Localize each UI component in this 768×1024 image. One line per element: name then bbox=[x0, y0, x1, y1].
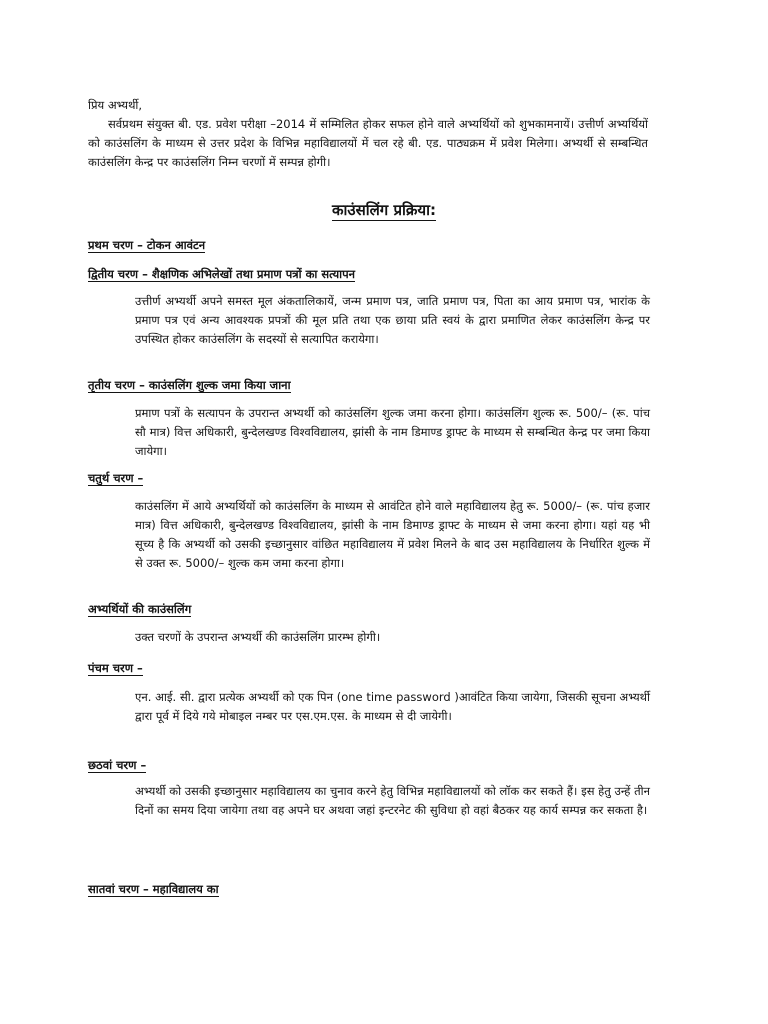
section-heading-8: सातवां चरण – महाविद्यालय का bbox=[88, 882, 219, 896]
intro-paragraph: सर्वप्रथम संयुक्त बी. एड. प्रवेश परीक्षा –2014 में सम्मिलित होकर सफल होने वाले अभ्यर्थियों को शुभकामनायें। उत्तीर्ण अभ्यर्थियों को काउंसलिंग के माध्यम से उत्तर प्रदेश के विभिन्न महाविद्यालयों में चल रहे बी. एड. पाठ्यक्रम में प्रवेश मिलेगा। अभ्यर्थी से सम्बन्धित काउंसलिंग केन्द्र पर काउंसलिंग निम्न चरणों में सम्पन्न होगी। bbox=[88, 117, 648, 169]
section-text-4: काउंसलिंग में आये अभ्यर्थियों को काउंसलिंग के माध्यम से आवंटित होने वाले महाविद्यालय हेतु रू. 5000/– (रू. पांच हजार मात्र) वित्त अधिकारी, बुन्देलखण्ड विश्वविद्यालय, झांसी के नाम डिमाण्ड ड्राफ्ट के माध्यम से जमा करना होगा। यहां यह भी सूच्य है कि अभ्यर्थी को उसकी इच्छानुसार वांछित महाविद्यालय में प्रवेश मिलने के बाद उस महाविद्यालय के निर्धारित शुल्क में से उक्त रू. 5000/– शुल्क कम जमा करना होगा। bbox=[135, 499, 650, 570]
section-text-5: उक्त चरणों के उपरान्त अभ्यर्थी की काउंसलिंग प्रारम्भ होगी। bbox=[135, 630, 381, 644]
section-text-2: उत्तीर्ण अभ्यर्थी अपने समस्त मूल अंकतालिकायें, जन्म प्रमाण पत्र, जाति प्रमाण पत्र, पिता का आय प्रमाण पत्र, भारांक के प्रमाण पत्र एवं अन्य आवश्यक प्रपत्रों की मूल प्रति तथा एक छाया प्रति स्वयं के द्वारा प्रमाणित लेकर काउंसलिंग केन्द्र पर उपस्थित होकर काउंसलिंग के सदस्यों से सत्यापित करायेगा। bbox=[135, 294, 650, 346]
section-heading-3: तृतीय चरण – काउंसलिंग शुल्क जमा किया जाना bbox=[88, 378, 291, 392]
section-heading-7: छठवां चरण – bbox=[88, 758, 147, 772]
greeting: प्रिय अभ्यर्थी, bbox=[88, 98, 143, 112]
section-text-6: एन. आई. सी. द्वारा प्रत्येक अभ्यर्थी को एक पिन (one time password )आवंटित किया जायेगा, जिसकी सूचना अभ्यर्थी द्वारा पूर्व में दिये गये मोबाइल नम्बर पर एस.एम.एस. के माध्यम से दी जायेगी। bbox=[135, 690, 650, 723]
section-heading-1: प्रथम चरण – टोकन आवंटन bbox=[88, 238, 206, 252]
section-heading-5: अभ्यर्थियों की काउंसलिंग bbox=[88, 602, 192, 616]
page-title: काउंसलिंग प्रक्रिया: bbox=[331, 201, 436, 219]
section-heading-4: चतुर्थ चरण – bbox=[88, 471, 144, 485]
section-text-3: प्रमाण पत्रों के सत्यापन के उपरान्त अभ्यर्थी को काउंसलिंग शुल्क जमा करना होगा। काउंसलिंग शुल्क रू. 500/– (रू. पांच सौ मात्र) वित्त अधिकारी, बुन्देलखण्ड विश्वविद्यालय, झांसी के नाम डिमाण्ड ड्राफ्ट के माध्यम से सम्बन्धित केन्द्र पर जमा किया जायेगा। bbox=[135, 406, 650, 458]
section-heading-6: पंचम चरण – bbox=[88, 661, 143, 675]
intro-block bbox=[88, 96, 648, 172]
section-heading-2: द्वितीय चरण – शैक्षणिक अभिलेखों तथा प्रमाण पत्रों का सत्यापन bbox=[88, 267, 356, 281]
section-text-7: अभ्यर्थी को उसकी इच्छानुसार महाविद्यालय का चुनाव करने हेतु विभिन्न महाविद्यालयों को लॉक कर सकते हैं। इस हेतु उन्हें तीन दिनों का समय दिया जायेगा तथा वह अपने घर अथवा जहां इन्टरनेट की सुविधा हो वहां बैठकर यह कार्य सम्पन्न कर सकता है। bbox=[135, 784, 650, 817]
